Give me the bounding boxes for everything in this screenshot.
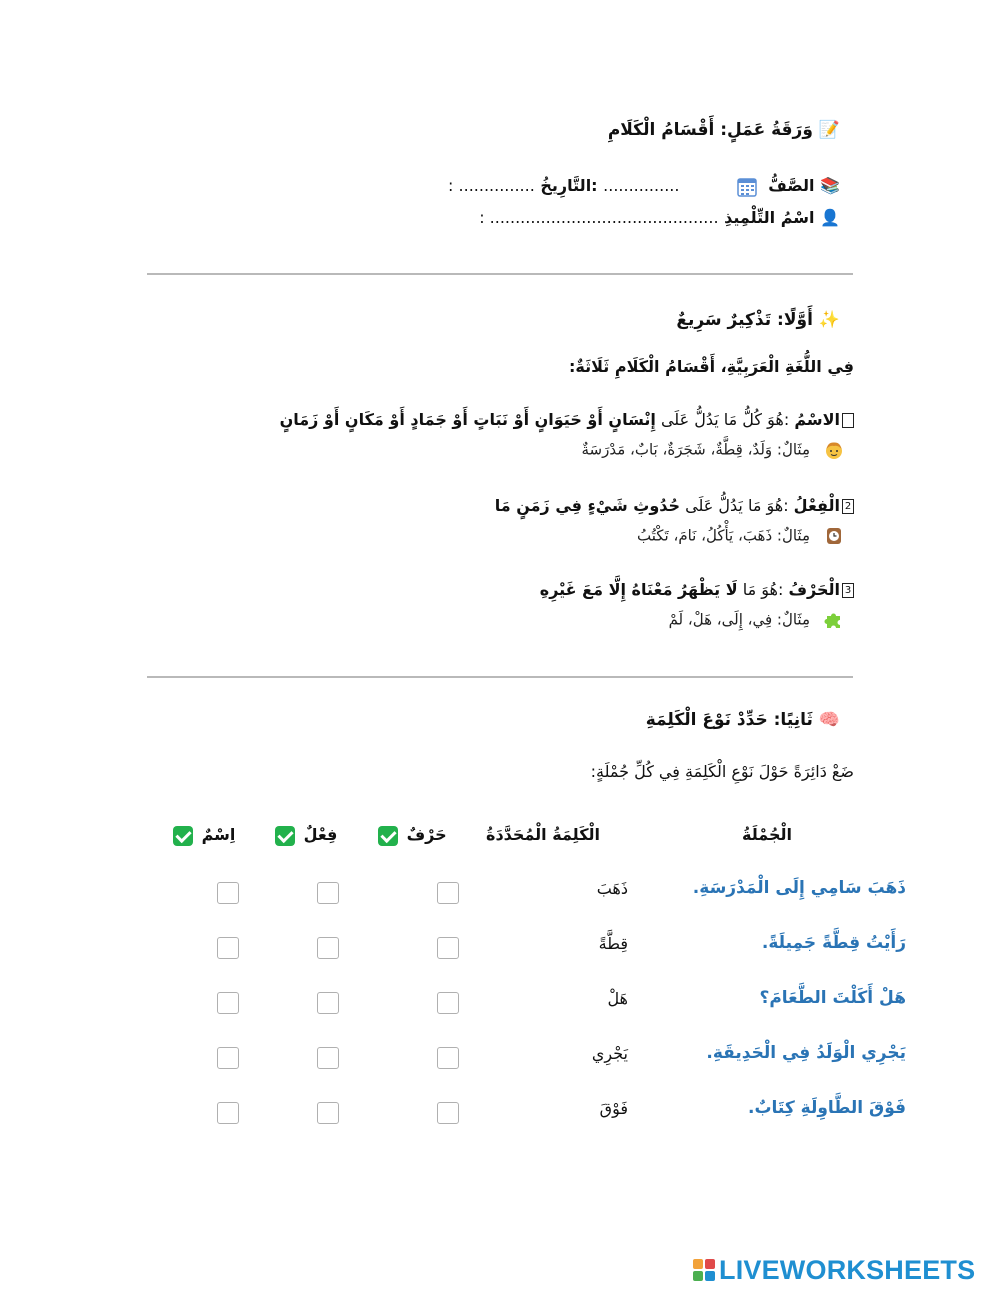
row-word: يَجْرِي: [591, 1044, 628, 1063]
definition-bold: إِنْسَانٍ أَوْ حَيَوَانٍ أَوْ نَبَاتٍ أَوْ جَمَادٍ أَوْ مَكَانٍ أَوْ زَمَانٍ: [279, 410, 656, 429]
ism-checkbox[interactable]: [217, 1047, 239, 1069]
term: الاسْمُ: [794, 410, 840, 429]
header-harf: [378, 825, 447, 846]
class-date-row: [448, 176, 840, 197]
puzzle-icon: [824, 610, 844, 630]
example-text: مِثَالٌ: فِي، إِلَى، هَلْ، لَمْ: [668, 610, 810, 629]
ism-checkbox[interactable]: [217, 1102, 239, 1124]
student-name-blank[interactable]: ............................................. :: [479, 208, 719, 227]
row-sentence: هَلْ أَكَلْتَ الطَّعَامَ؟: [759, 988, 906, 1008]
term: الْحَرْفُ: [788, 580, 840, 599]
student-name-row: [479, 208, 840, 227]
checkmark-icon: [275, 826, 295, 846]
definition-text: :هُوَ مَا: [737, 580, 789, 599]
fiil-checkbox[interactable]: [317, 882, 339, 904]
fiil-checkbox[interactable]: [317, 1102, 339, 1124]
example-ism: [581, 440, 844, 460]
calendar-icon: [737, 177, 757, 197]
row-sentence: رَأَيْتُ قِطَّةً جَمِيلَةً.: [761, 933, 906, 953]
class-label: 📚 الصَّفُّ: [768, 176, 840, 195]
row-word: هَلْ: [607, 989, 628, 1008]
fiil-checkbox[interactable]: [317, 992, 339, 1014]
header-ism-label: اِسْمٌ: [201, 825, 236, 844]
logo-text: LIVEWORKSHEETS: [719, 1254, 976, 1285]
row-sentence: فَوْقَ الطَّاوِلَةِ كِتَابٌ.: [748, 1098, 906, 1118]
ism-checkbox[interactable]: [217, 882, 239, 904]
harf-checkbox[interactable]: [437, 1102, 459, 1124]
fiil-checkbox[interactable]: [317, 1047, 339, 1069]
logo-mark-icon: [693, 1259, 715, 1281]
definition-bold: لَا يَظْهَرُ مَعْنَاهُ إِلَّا مَعَ غَيْرِهِ: [539, 580, 738, 599]
row-sentence: يَجْرِي الْوَلَدُ فِي الْحَدِيقَةِ.: [706, 1043, 906, 1063]
example-text: مِثَالٌ: وَلَدٌ، قِطَّةٌ، شَجَرَةٌ، بَابٌ، مَدْرَسَةٌ: [581, 440, 810, 459]
date-label: :التَّارِيخُ: [540, 176, 598, 195]
fiil-checkbox[interactable]: [317, 937, 339, 959]
divider: [147, 676, 853, 678]
boy-icon: [824, 440, 844, 460]
section2-title: 🧠 ثَانِيًا: حَدِّدْ نَوْعَ الْكَلِمَةِ: [645, 710, 840, 730]
harf-checkbox[interactable]: [437, 1047, 459, 1069]
checkmark-icon: [378, 826, 398, 846]
clock-icon: [824, 526, 844, 546]
student-name-label: 👤 اسْمُ التِّلْمِيذِ: [724, 208, 840, 227]
section1-intro: فِي اللُّغَةِ الْعَرَبِيَّةِ، أَقْسَامُ الْكَلَامِ ثَلَاثَةٌ:: [569, 357, 854, 376]
definition-bold: حُدُوثِ شَيْءٍ فِي زَمَنٍ مَا: [494, 496, 681, 515]
header-fiil-label: فِعْلٌ: [303, 825, 338, 844]
example-fiil: [637, 526, 844, 546]
header-fiil: [275, 825, 337, 846]
date-blank[interactable]: ............... :: [448, 176, 535, 195]
list-marker: 3: [842, 583, 854, 598]
harf-checkbox[interactable]: [437, 992, 459, 1014]
harf-checkbox[interactable]: [437, 882, 459, 904]
definition-ism: [280, 410, 854, 429]
section1-title: ✨ أَوَّلًا: تَذْكِيرٌ سَرِيعٌ: [676, 310, 840, 330]
class-blank[interactable]: ...............: [603, 176, 680, 195]
header-sentence: الْجُمْلَةُ: [742, 825, 792, 844]
definition-fiil: [495, 496, 854, 515]
example-harf: [669, 610, 844, 630]
list-marker: 2: [842, 499, 854, 514]
header-ism: [173, 825, 235, 846]
checkmark-icon: [173, 826, 193, 846]
header-word: الْكَلِمَةُ الْمُحَدَّدَةُ: [486, 825, 600, 844]
list-marker: [842, 413, 854, 428]
harf-checkbox[interactable]: [437, 937, 459, 959]
definition-text: :هُوَ كُلُّ مَا يَدُلُّ عَلَى: [655, 410, 795, 429]
term: الْفِعْلُ: [793, 496, 840, 515]
header-harf-label: حَرْفٌ: [406, 825, 447, 844]
example-text: مِثَالٌ: ذَهَبَ، يَأْكُلُ، نَامَ، تَكْتُبُ: [637, 526, 810, 545]
divider: [147, 273, 853, 275]
row-word: قِطَّةً: [598, 934, 628, 953]
row-word: فَوْقَ: [599, 1099, 628, 1118]
row-sentence: ذَهَبَ سَامِي إِلَى الْمَدْرَسَةِ.: [692, 878, 906, 898]
ism-checkbox[interactable]: [217, 992, 239, 1014]
row-word: ذَهَبَ: [596, 879, 628, 898]
definition-harf: [540, 580, 854, 599]
liveworksheets-logo: [693, 1256, 975, 1284]
section2-instruction: ضَعْ دَائِرَةً حَوْلَ نَوْعِ الْكَلِمَةِ فِي كُلِّ جُمْلَةٍ:: [590, 762, 854, 781]
worksheet-title: 📝 وَرَقَةُ عَمَلٍ: أَقْسَامُ الْكَلَامِ: [607, 120, 840, 140]
definition-text: :هُوَ مَا يَدُلُّ عَلَى: [680, 496, 794, 515]
ism-checkbox[interactable]: [217, 937, 239, 959]
